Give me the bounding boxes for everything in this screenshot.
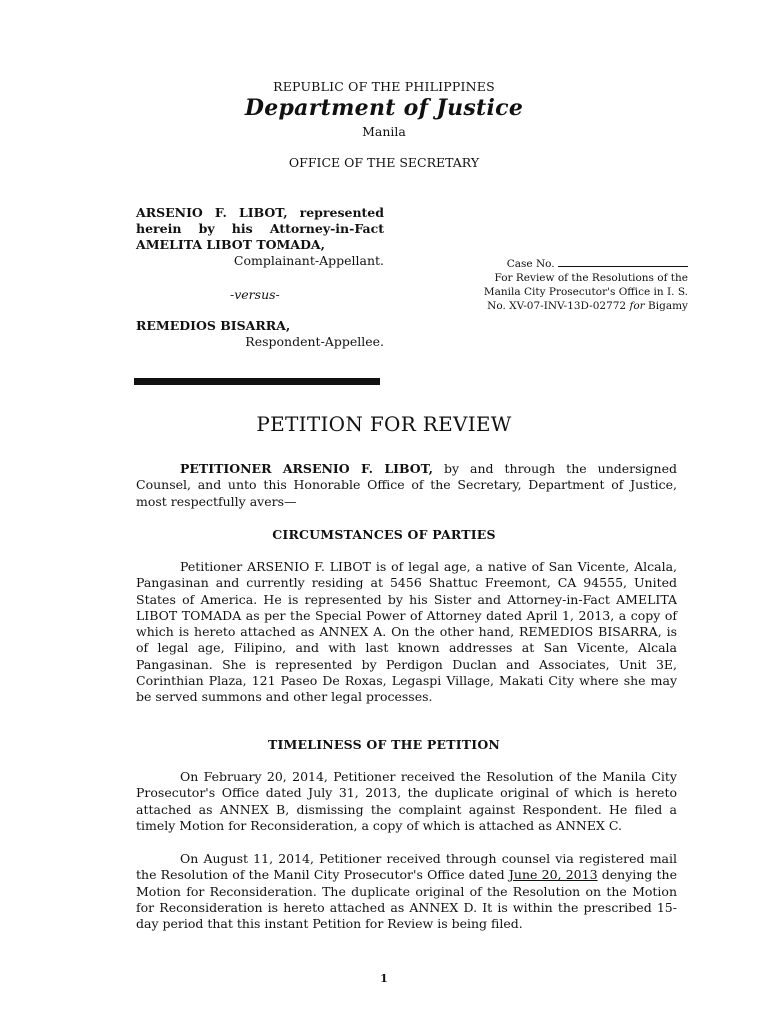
page-number: 1 — [380, 972, 388, 985]
case-number — [448, 256, 688, 272]
complainant-line-1 — [136, 205, 384, 221]
respondent-role: Respondent-Appellee. — [245, 334, 384, 349]
respondent-name: REMEDIOS BISARRA, — [136, 318, 291, 333]
intro-paragraph — [136, 461, 677, 510]
case-number-blank — [558, 256, 688, 267]
caption-divider — [134, 378, 380, 385]
resolution-date: June 20, 2013 — [508, 867, 598, 883]
case-desc-3-pre: No. XV-07-INV-13D-02772 — [487, 300, 630, 312]
parties-paragraph — [136, 559, 677, 706]
complainant-line-1-text: ARSENIO F. LIBOT, represented — [136, 205, 384, 220]
case-desc-3-post: Bigamy — [644, 300, 688, 312]
city-heading: Manila — [362, 124, 406, 139]
timeliness-text-2-post: denying the Motion for Reconsideration. The duplicate original of the Resolution on the Motion for Reconsideration is hereto attached as ANNEX D. It is within the prescribed 15-day period that this instant Petition for Review is being filed. — [136, 867, 678, 932]
parties-text: Petitioner ARSENIO F. LIBOT is of legal age, a native of San Vicente, Alcala, Pangasinan and currently residing at 5456 Shattuc Freemont, CA 94555, United States of America. He is represented by his Sister and Attorney-in-Fact AMELITA LIBOT TOMADA as per the Special Power of Attorney dated April 1, 2013, a copy of which is hereto attached as ANNEX A. On the other hand, REMEDIOS BISARRA, is of legal age, Filipino, and with last known addresses at San Vicente, Alcala Pangasinan. She is represented by Perdigon Duclan and Associates, Unit 3E, Corinthian Plaza, 121 Paseo De Roxas, Legaspi Village, Makati City where she may be served summons and other legal processes. — [136, 559, 677, 705]
timeliness-paragraph-1 — [136, 769, 677, 834]
section-heading-parties: CIRCUMSTANCES OF PARTIES — [272, 527, 496, 542]
document-title: PETITION FOR REVIEW — [256, 412, 512, 436]
timeliness-paragraph-2 — [136, 851, 677, 932]
complainant-line-3: AMELITA LIBOT TOMADA, — [136, 237, 325, 252]
case-no-label: Case No. — [506, 258, 555, 270]
department-heading: Department of Justice — [244, 95, 524, 121]
section-heading-timeliness: TIMELINESS OF THE PETITION — [267, 737, 501, 752]
versus-label: -versus- — [230, 287, 280, 302]
timeliness-text-2-pre: On August 11, 2014, Petitioner received through counsel via registered mail the Resolution of the Manil City Prosecutor's Office dated — [136, 851, 677, 883]
complainant-role: Complainant-Appellant. — [233, 253, 384, 268]
complainant-line-2 — [136, 221, 384, 237]
republic-heading: REPUBLIC OF THE PHILIPPINES — [273, 79, 495, 94]
intro-lead: PETITIONER ARSENIO F. LIBOT, — [180, 461, 433, 476]
case-desc-3-for: for — [629, 300, 645, 312]
complainant-block — [136, 205, 384, 253]
case-desc-3 — [448, 299, 688, 314]
case-desc-1: For Review of the Resolutions of the — [494, 272, 688, 284]
office-heading: OFFICE OF THE SECRETARY — [288, 155, 480, 170]
timeliness-text-1: On February 20, 2014, Petitioner received the Resolution of the Manila City Prosecutor's Office dated July 31, 2013, the duplicate original of which is hereto attached as ANNEX B, dismissing the complaint against Respondent. He filed a timely Motion for Reconsideration, a copy of which is attached as ANNEX C. — [136, 769, 677, 833]
complainant-line-2-text: herein by his Attorney-in-Fact — [136, 221, 384, 236]
case-desc-2: Manila City Prosecutor's Office in I. S. — [483, 286, 688, 298]
intro-rest: by and through the undersigned Counsel, and unto this Honorable Office of the Secretary, Department of Justice, most respectfully avers— — [136, 461, 677, 509]
